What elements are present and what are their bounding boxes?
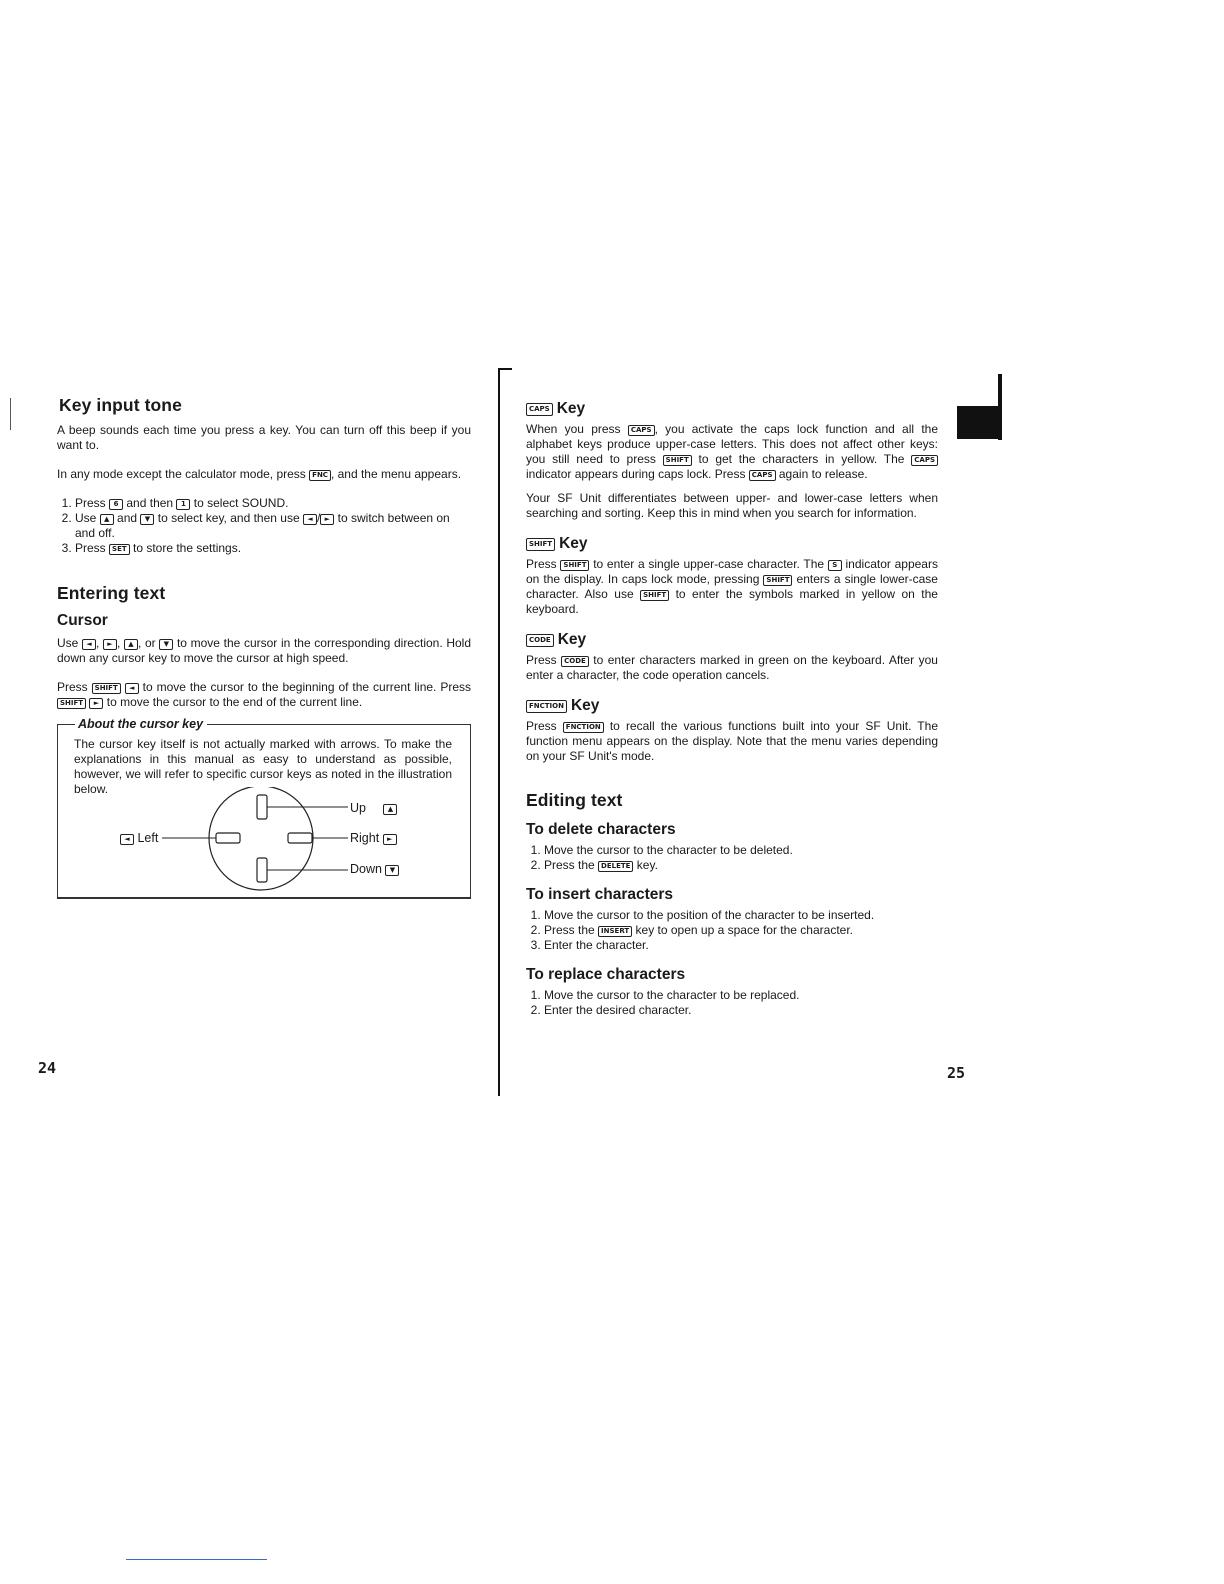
delete-steps-list — [526, 843, 938, 873]
shift-key-icon: SHIFT — [526, 538, 555, 551]
insert-key-icon: INSERT — [598, 926, 632, 937]
s-indicator-icon: S — [828, 560, 842, 571]
shift-key-icon: SHIFT — [763, 575, 792, 586]
function-key-icon: FNCTION — [563, 722, 604, 733]
shift-key-icon: SHIFT — [560, 560, 589, 571]
caps-indicator-icon: CAPS — [911, 455, 938, 466]
replace-characters-heading: To replace characters — [526, 966, 686, 983]
down-label: Down ▼ — [350, 862, 399, 876]
cursor-left-segment — [216, 833, 240, 843]
caps-key-icon: CAPS — [526, 403, 553, 416]
code-key-icon: CODE — [561, 656, 589, 667]
editing-text-heading: Editing text — [526, 790, 623, 810]
caps-key-para1: When you press CAPS , you activate the caps lock function and all the alphabet keys produce upper-case letters. This does not affect other keys: you still need to press SHIFT to get the characters in yellow. The CAPS indicator appears during caps lock. Press CAPS again to release. — [526, 422, 938, 481]
list-item: 1. Press 6 and then 1 to select SOUND. — [75, 496, 471, 511]
down-key-icon: ▼ — [159, 639, 173, 650]
center-binding-line — [498, 368, 500, 1096]
list-item: 1. Move the cursor to the position of the character to be inserted. — [544, 908, 938, 923]
caps-key-icon: CAPS — [628, 425, 655, 436]
right-key-icon: ► — [103, 639, 117, 650]
cursor-down-segment — [257, 858, 267, 882]
delete-key-icon: DELETE — [598, 861, 633, 872]
shift-key-icon: SHIFT — [57, 698, 86, 709]
list-item: 3. Enter the character. — [544, 938, 938, 953]
function-key-icon: FNC — [309, 470, 331, 481]
right-page — [526, 400, 938, 1018]
right-tab-marker — [957, 406, 1001, 439]
left-page-number: 24 — [38, 1059, 57, 1077]
shift-key-icon: SHIFT — [640, 590, 669, 601]
list-item: 2. Press the INSERT key to open up a space for the character. — [544, 923, 938, 938]
up-key-icon: ▲ — [100, 514, 114, 525]
left-key-icon: ◄ — [303, 514, 317, 525]
key-input-tone-heading: Key input tone — [59, 395, 182, 415]
set-key-icon: SET — [109, 544, 130, 555]
delete-characters-heading: To delete characters — [526, 821, 676, 838]
list-item: 2. Press the DELETE key. — [544, 858, 938, 873]
sound-steps-list — [57, 496, 471, 556]
bottom-scan-line — [126, 1559, 267, 1560]
left-key-icon: ◄ — [82, 639, 96, 650]
up-key-icon: ▲ — [383, 804, 397, 815]
up-key-icon: ▲ — [124, 639, 138, 650]
list-item: 2. Enter the desired character. — [544, 1003, 938, 1018]
list-item: 1. Move the cursor to the character to be replaced. — [544, 988, 938, 1003]
right-key-icon: ► — [383, 834, 397, 845]
function-key-icon: FNCTION — [526, 700, 567, 713]
entering-text-heading: Entering text — [57, 583, 166, 603]
list-item: 3. Press SET to store the settings. — [75, 541, 471, 556]
cursor-up-segment — [257, 795, 267, 819]
left-page — [57, 395, 471, 899]
down-key-icon: ▼ — [385, 865, 399, 876]
right-label: Right ► — [350, 831, 397, 845]
left-key-icon: ◄ — [120, 834, 134, 845]
code-key-heading: CODE Key — [526, 631, 938, 649]
insert-characters-heading: To insert characters — [526, 886, 674, 903]
caps-key-heading: CAPS Key — [526, 400, 938, 418]
insert-steps-list — [526, 908, 938, 953]
right-key-icon: ► — [320, 514, 334, 525]
code-key-icon: CODE — [526, 634, 554, 647]
left-key-icon: ◄ — [125, 683, 139, 694]
key-1-icon: 1 — [176, 499, 190, 510]
cursor-para1: Use ◄ , ► , ▲ , or ▼ to move the cursor in the corresponding direction. Hold down any cursor key to move the cursor at high speed. — [57, 636, 471, 665]
right-tab-spine — [998, 374, 1002, 440]
shift-key-icon: SHIFT — [92, 683, 121, 694]
left-label: ◄ Left — [120, 831, 158, 845]
function-key-heading: FNCTION Key — [526, 697, 938, 715]
cursor-para2: Press SHIFT ◄ to move the cursor to the beginning of the current line. Press SHIFT ► to move the cursor to the end of the current line. — [57, 680, 472, 709]
shift-key-icon: SHIFT — [663, 455, 692, 466]
up-label: Up ▲ — [350, 801, 397, 815]
right-key-icon: ► — [89, 698, 103, 709]
key-input-tone-para2: In any mode except the calculator mode, press FNC , and the menu appears. — [57, 467, 462, 481]
replace-steps-list — [526, 988, 938, 1018]
list-item: 2. Use ▲ and ▼ to select key, and then use ◄ / ► to switch between on and off. — [75, 511, 471, 541]
key-input-tone-para1: A beep sounds each time you press a key. You can turn off this beep if you want to. — [57, 423, 471, 452]
cursor-key-note-title: About the cursor key — [62, 717, 207, 731]
key-6-icon: 6 — [109, 499, 123, 510]
function-key-para: Press FNCTION to recall the various functions built into your SF Unit. The function menu appears on the display. Note that the menu varies depending on your SF Unit's mode. — [526, 719, 938, 763]
shift-key-heading: SHIFT Key — [526, 535, 938, 553]
list-item: 1. Move the cursor to the character to be deleted. — [544, 843, 938, 858]
down-key-icon: ▼ — [140, 514, 154, 525]
caps-key-icon: CAPS — [749, 470, 776, 481]
caps-key-para2: Your SF Unit differentiates between upper- and lower-case letters when searching and sorting. Keep this in mind when you search for information. — [526, 491, 938, 520]
center-binding-hook — [498, 368, 512, 370]
left-margin-mark — [10, 398, 11, 430]
cursor-key-note-box — [57, 717, 471, 899]
code-key-para: Press CODE to enter characters marked in green on the keyboard. After you enter a character, the code operation cancels. — [526, 653, 938, 682]
shift-key-para: Press SHIFT to enter a single upper-case character. The S indicator appears on the display. In caps lock mode, pressing SHIFT enters a single lower-case character. Also use SHIFT to enter the symbols marked in yellow on the keyboard. — [526, 557, 938, 616]
cursor-key-note-text: The cursor key itself is not actually marked with arrows. To make the explanations in this manual as easy to understand as possible, however, we will refer to specific cursor keys as noted in the illustration below. — [74, 737, 452, 796]
right-page-number: 25 — [947, 1064, 966, 1082]
cursor-right-segment — [288, 833, 312, 843]
cursor-heading: Cursor — [57, 612, 108, 629]
